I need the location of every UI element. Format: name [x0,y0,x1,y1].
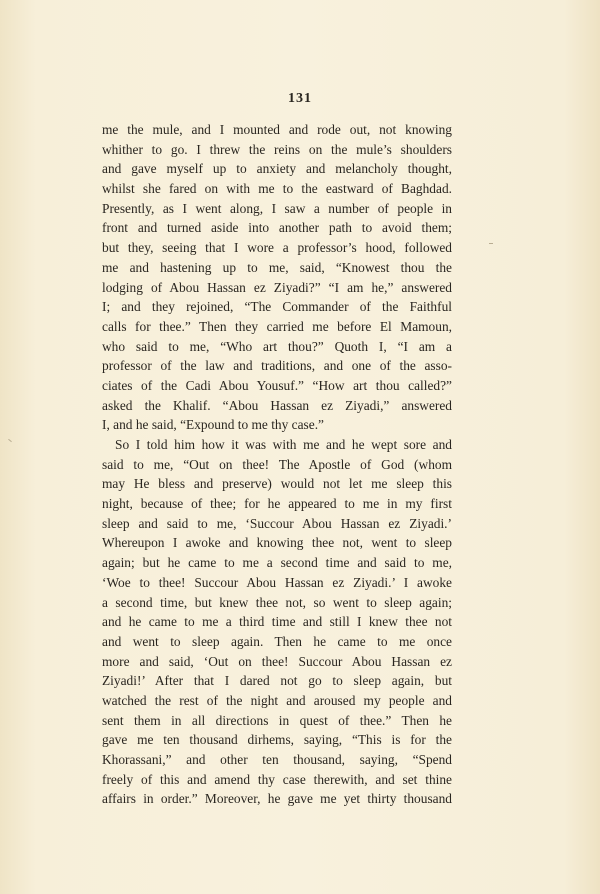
text-line: freely of this and amend thy case therewith, and set thine [102,771,452,787]
text-line: calls for thee.” Then they carried me before El Mamoun, [102,318,452,334]
text-line: front and turned aside into another path to avoid them; [102,220,452,236]
text-line: professor of the law and traditions, and one of the asso- [102,358,452,374]
text-line: I; and they rejoined, “The Commander of the Faithful [102,299,452,315]
page-number: 131 [288,91,312,106]
text-line: ciates of the Cadi Abou Yousuf.” “How art thou called?” [102,377,452,393]
text-line: and went to sleep again. Then he came to me once [102,633,452,649]
text-line: who said to me, “Who art thou?” Quoth I, “I am a [102,338,452,354]
text-line: said to me, “Out on thee! The Apostle of God (whom [102,456,452,472]
text-line: asked the Khalif. “Abou Hassan ez Ziyadi,” answered [102,397,452,413]
text-line: more and said, ‘Out on thee! Succour Abou Hassan ez [102,653,452,669]
text-line: but they, seeing that I wore a professor’s hood, followed [102,240,452,256]
text-line: affairs in order.” Moreover, he gave me yet thirty thousand [102,791,452,807]
text-line: me the mule, and I mounted and rode out, not knowing [102,122,452,137]
text-line: gave me ten thousand dirhems, saying, “This is for the [102,732,452,748]
text-line: a second time, but knew thee not, so went to sleep again; [102,594,452,610]
text-line: watched the rest of the night and aroused my people and [102,692,452,708]
text-line: night, because of thee; for he appeared to me in my first [102,496,452,512]
text-line: me and hastening up to me, said, “Knowest thou the [102,259,452,275]
text-line: Whereupon I awoke and knowing thee not, went to sleep [102,535,452,551]
paper-blemish [8,439,12,442]
text-line: Presently, as I went along, I saw a number of people in [102,200,452,216]
text-line: I, and he said, “Expound to me thy case.” [102,417,324,433]
text-line: may He bless and preserve) would not let me sleep this [102,476,452,492]
text-line: Khorassani,” and other ten thousand, saying, “Spend [102,752,452,767]
text-line: whither to go. I threw the reins on the mule’s shoulders [102,141,452,157]
paper-blemish [489,243,493,244]
text-line: again; but he came to me a second time and said to me, [102,555,452,571]
text-line: lodging of Abou Hassan ez Ziyadi?” “I am he,” answered [102,279,452,295]
text-line: whilst she fared on with me to the eastward of Baghdad. [102,181,452,197]
text-line: Ziyadi!’ After that I dared not go to sleep again, but [102,673,452,689]
text-line: sent them in all directions in quest of thee.” Then he [102,712,452,728]
text-line: and gave myself up to anxiety and melancholy thought, [102,161,452,177]
text-line: So I told him how it was with me and he wept sore and [115,437,452,452]
text-line: and he came to me a third time and still I knew thee not [102,614,452,630]
text-line: sleep and said to me, ‘Succour Abou Hassan ez Ziyadi.’ [102,515,452,531]
text-line: ‘Woe to thee! Succour Abou Hassan ez Ziyadi.’ I awoke [102,574,452,590]
body-text [102,120,452,809]
